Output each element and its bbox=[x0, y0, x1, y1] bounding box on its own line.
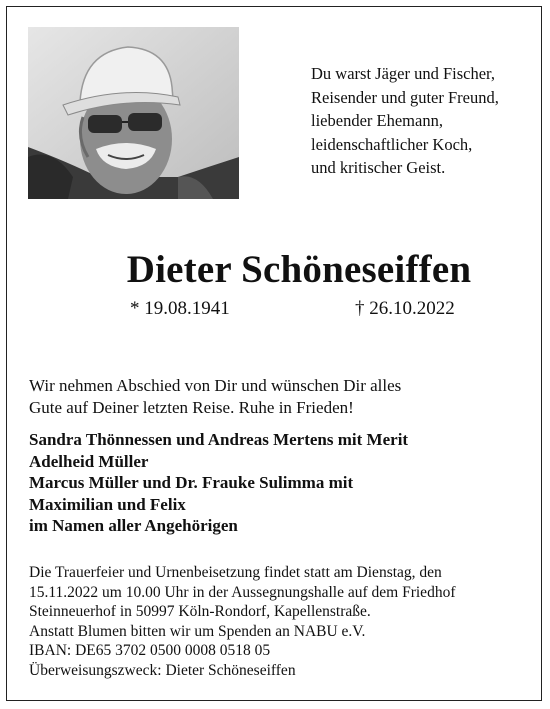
deceased-name: Dieter Schöneseiffen bbox=[126, 248, 472, 291]
info-line: Anstatt Blumen bitten wir um Spenden an NABU e.V. bbox=[29, 622, 366, 640]
info-line: Überweisungszweck: Dieter Schöneseiffen bbox=[29, 661, 296, 679]
poem-line: leidenschaftlicher Koch, bbox=[311, 134, 473, 154]
portrait-illustration bbox=[28, 27, 239, 199]
death-date: † 26.10.2022 bbox=[355, 298, 455, 319]
farewell-line: Wir nehmen Abschied von Dir und wünschen Dir alles bbox=[29, 376, 402, 395]
mourners-list bbox=[29, 429, 408, 537]
funeral-info bbox=[29, 563, 455, 680]
iban-line: IBAN: DE65 3702 0500 0008 0518 05 bbox=[29, 642, 271, 659]
birth-date: * 19.08.1941 bbox=[130, 298, 230, 319]
info-line: 15.11.2022 um 10.00 Uhr in der Aussegnungshalle auf dem Friedhof bbox=[29, 583, 456, 601]
farewell-message bbox=[29, 375, 401, 418]
mourner-line: im Namen aller Angehörigen bbox=[29, 516, 238, 535]
poem-line: Du warst Jäger und Fischer, bbox=[311, 64, 496, 83]
poem-line: Reisender und guter Freund, bbox=[311, 87, 499, 107]
mourner-line: Sandra Thönnessen und Andreas Mertens mit Merit bbox=[29, 430, 409, 449]
portrait-photo bbox=[28, 27, 239, 199]
poem bbox=[311, 62, 499, 180]
info-line: Steinneuerhof in 50997 Köln-Rondorf, Kapellenstraße. bbox=[29, 603, 371, 620]
poem-line: liebender Ehemann, bbox=[311, 111, 443, 130]
poem-line: und kritischer Geist. bbox=[311, 158, 446, 177]
info-line: Die Trauerfeier und Urnenbeisetzung findet statt am Dienstag, den bbox=[29, 564, 442, 581]
mourner-line: Adelheid Müller bbox=[29, 451, 149, 471]
mourner-line: Marcus Müller und Dr. Frauke Sulimma mit bbox=[29, 473, 354, 492]
farewell-line: Gute auf Deiner letzten Reise. Ruhe in Frieden! bbox=[29, 397, 354, 417]
mourner-line: Maximilian und Felix bbox=[29, 494, 186, 514]
